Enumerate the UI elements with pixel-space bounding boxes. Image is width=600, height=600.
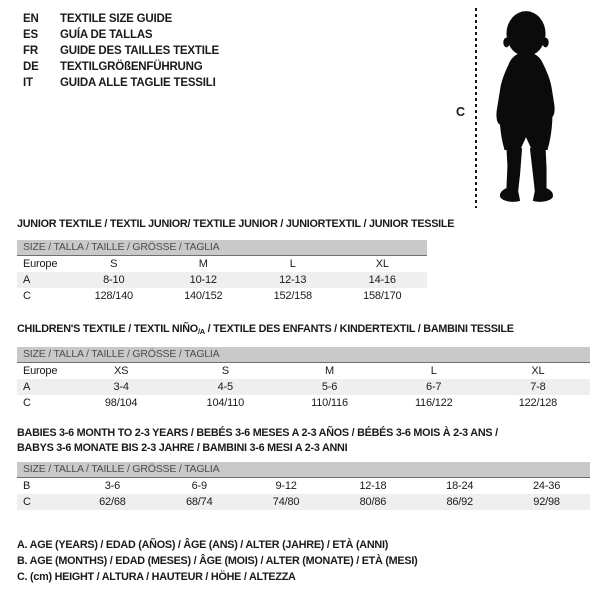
value-cell: 152/158 — [273, 290, 312, 302]
row-label: A — [23, 274, 31, 286]
value-cell: 158/170 — [363, 290, 402, 302]
table-row-height-cm — [17, 288, 427, 304]
language-title-list — [23, 11, 219, 91]
value-cell: 116/122 — [414, 397, 453, 409]
heading-subscript: /A — [197, 327, 205, 336]
footnote-height: C. (cm) HEIGHT / ALTURA / HAUTEUR / HÖHE / ALTEZZA — [17, 571, 296, 583]
row-label: A — [23, 381, 31, 393]
heading-line-1: BABIES 3-6 MONTH TO 2-3 YEARS / BEBÉS 3-6 MESES A 2-3 AÑOS / BÉBÉS 3-6 MOIS À 2-3 ANS / — [17, 427, 498, 439]
value-cell: 14-16 — [368, 274, 396, 286]
value-cell: 128/140 — [94, 290, 133, 302]
value-cell: 3-6 — [104, 480, 121, 492]
size-cell: S — [221, 365, 229, 377]
junior-section-heading: JUNIOR TEXTILE / TEXTIL JUNIOR/ TEXTILE JUNIOR / JUNIORTEXTIL / JUNIOR TESSILE — [17, 218, 455, 230]
size-cell: XL — [375, 258, 389, 270]
value-cell: 18-24 — [446, 480, 474, 492]
footnote-age-months: B. AGE (MONTHS) / EDAD (MESES) / ÂGE (MOIS) / ALTER (MONATE) / ETÀ (MESI) — [17, 555, 418, 567]
language-code: DE — [23, 61, 39, 73]
value-cell: 80/86 — [359, 496, 387, 508]
table-row-height-cm — [17, 395, 590, 411]
size-cell: L — [430, 365, 437, 377]
value-cell: 110/116 — [311, 397, 348, 409]
size-cell: M — [198, 258, 208, 270]
language-row-it — [23, 75, 219, 91]
value-cell: 104/110 — [206, 397, 245, 409]
heading-text: CHILDREN'S TEXTILE / TEXTIL NIÑO — [17, 323, 198, 335]
value-cell: 92/98 — [533, 496, 560, 508]
value-cell: 12-18 — [359, 480, 387, 492]
row-label: Europe — [23, 365, 58, 377]
language-row-es — [23, 27, 219, 43]
value-cell: 3-4 — [113, 381, 129, 393]
guide-title-es: GUÍA DE TALLAS — [60, 29, 153, 41]
size-header-bar: SIZE / TALLA / TAILLE / GRÖSSE / TAGLIA — [17, 240, 427, 256]
size-header-bar: SIZE / TALLA / TAILLE / GRÖSSE / TAGLIA — [17, 462, 590, 478]
language-row-de — [23, 59, 219, 75]
junior-size-table — [17, 240, 427, 304]
value-cell: 9-12 — [275, 480, 297, 492]
value-cell: 68/74 — [185, 496, 213, 508]
value-cell: 24-36 — [532, 480, 561, 492]
table-row-europe — [17, 256, 427, 272]
value-cell: 7-8 — [530, 381, 546, 393]
value-cell: 122/128 — [518, 397, 558, 409]
table-row-age-months — [17, 478, 590, 494]
size-cell: M — [325, 365, 334, 377]
table-row-europe — [17, 363, 590, 379]
value-cell: 4-5 — [217, 381, 233, 393]
value-cell: 62/68 — [99, 496, 126, 508]
table-row-age-years — [17, 379, 590, 395]
row-label: B — [23, 480, 31, 492]
table-row-height-cm — [17, 494, 590, 510]
babies-section-heading — [17, 426, 498, 456]
language-code: IT — [23, 77, 33, 89]
guide-title-fr: GUIDE DES TAILLES TEXTILE — [60, 45, 219, 57]
babies-size-table — [17, 462, 590, 510]
children-section-heading — [17, 322, 514, 337]
row-label: Europe — [23, 258, 58, 270]
language-row-fr — [23, 43, 219, 59]
guide-title-de: TEXTILGRÖßENFÜHRUNG — [60, 61, 203, 73]
value-cell: 74/80 — [272, 496, 300, 508]
value-cell: 98/104 — [104, 397, 138, 409]
size-header-bar: SIZE / TALLA / TAILLE / GRÖSSE / TAGLIA — [17, 347, 590, 363]
value-cell: 10-12 — [189, 274, 217, 286]
guide-title-it: GUIDA ALLE TAGLIE TESSILI — [60, 77, 216, 89]
value-cell: 8-10 — [103, 274, 125, 286]
value-cell: 5-6 — [321, 381, 338, 393]
height-dashed-line — [475, 8, 477, 208]
heading-text: / TEXTILE DES ENFANTS / KINDERTEXTIL / BAMBINI TESSILE — [204, 323, 514, 335]
value-cell: 6-7 — [426, 381, 442, 393]
language-code: FR — [23, 45, 38, 57]
guide-title-en: TEXTILE SIZE GUIDE — [60, 13, 173, 25]
size-cell: L — [289, 258, 296, 270]
toddler-silhouette-icon — [482, 8, 570, 206]
legend-footnotes — [17, 537, 417, 585]
row-label: C — [23, 397, 31, 409]
heading-line-2: BABYS 3-6 MONATE BIS 2-3 JAHRE / BAMBINI 3-6 MESI A 2-3 ANNI — [17, 442, 348, 454]
height-measure-label: C — [456, 105, 466, 119]
value-cell: 12-13 — [279, 274, 307, 286]
language-code: EN — [23, 13, 39, 25]
row-label: C — [23, 496, 31, 508]
size-cell: XS — [113, 365, 129, 377]
language-code: ES — [23, 29, 38, 41]
table-row-age-years — [17, 272, 427, 288]
size-cell: S — [110, 258, 118, 270]
language-row-en — [23, 11, 219, 27]
children-size-table — [17, 347, 590, 411]
value-cell: 6-9 — [191, 480, 207, 492]
value-cell: 86/92 — [446, 496, 473, 508]
footnote-age-years: A. AGE (YEARS) / EDAD (AÑOS) / ÂGE (ANS) / ALTER (JAHRE) / ETÀ (ANNI) — [17, 539, 389, 551]
value-cell: 140/152 — [184, 290, 223, 302]
size-cell: XL — [531, 365, 545, 377]
row-label: C — [23, 290, 31, 302]
